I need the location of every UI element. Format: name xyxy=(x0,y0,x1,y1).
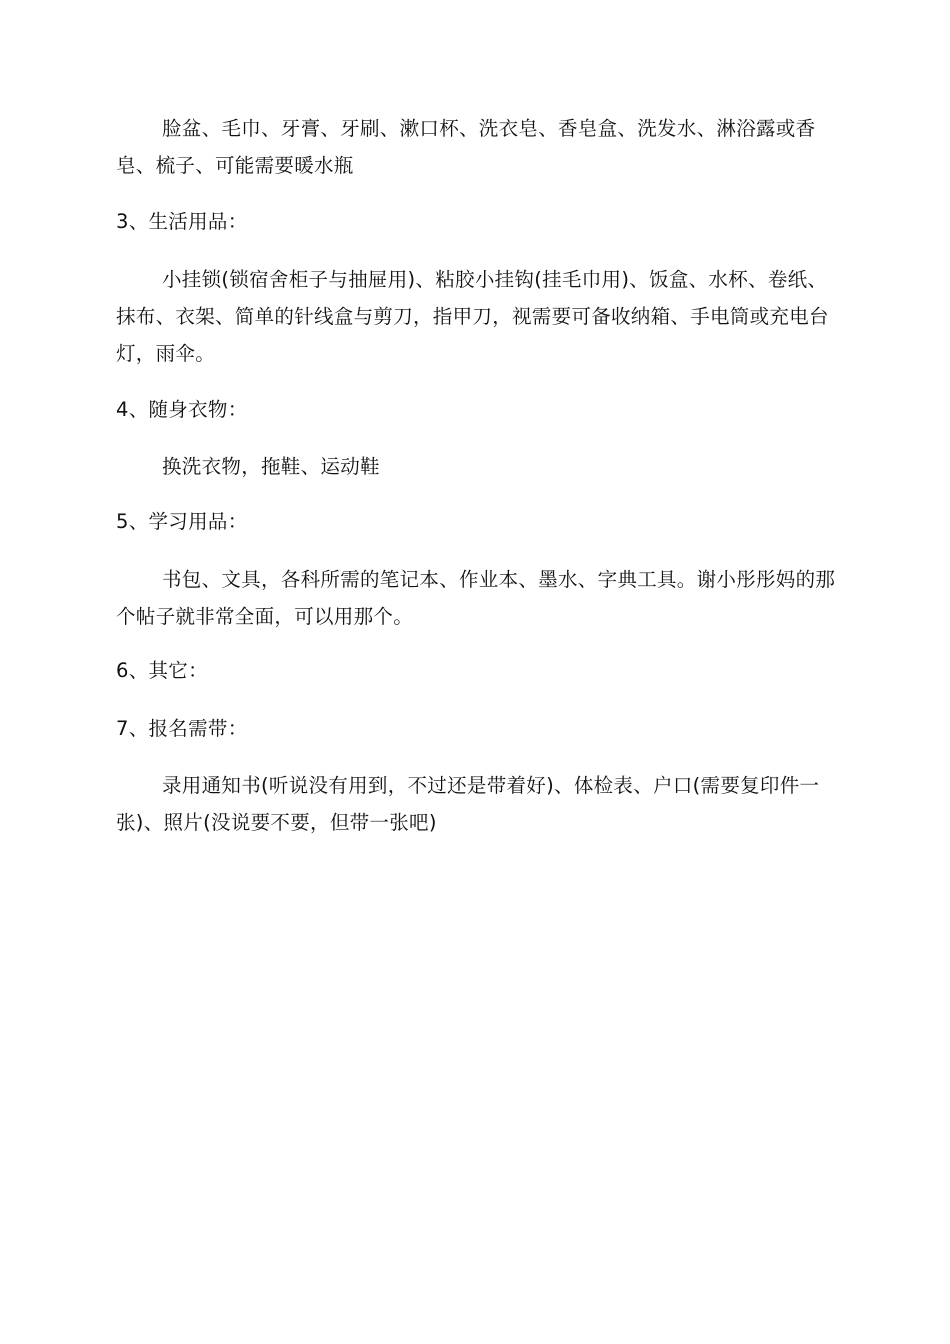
heading-clothing: 4、随身衣物： xyxy=(116,398,248,421)
heading-daily-supplies: 3、生活用品： xyxy=(116,210,248,233)
paragraph-toiletries: 脸盆、毛巾、牙膏、牙刷、漱口杯、洗衣皂、香皂盒、洗发水、淋浴露或香皂、梳子、可能需要暖水瓶 xyxy=(116,117,816,177)
paragraph-daily-supplies: 小挂锁(锁宿舍柜子与抽屉用)、粘胶小挂钩(挂毛巾用)、饭盒、水杯、卷纸、抹布、衣架、简单的针线盒与剪刀，指甲刀，视需要可备收纳箱、手电筒或充电台灯，雨伞。 xyxy=(116,268,829,365)
heading-other: 6、其它： xyxy=(116,659,208,682)
heading-study-supplies: 5、学习用品： xyxy=(116,510,248,533)
heading-registration: 7、报名需带： xyxy=(116,717,248,740)
paragraph-clothing: 换洗衣物，拖鞋、运动鞋 xyxy=(162,455,380,478)
paragraph-registration: 录用通知书(听说没有用到，不过还是带着好)、体检表、户口(需要复印件一张)、照片(没说要不要，但带一张吧) xyxy=(116,774,820,834)
paragraph-study-supplies: 书包、文具，各科所需的笔记本、作业本、墨水、字典工具。谢小彤彤妈的那个帖子就非常全面，可以用那个。 xyxy=(116,568,836,628)
